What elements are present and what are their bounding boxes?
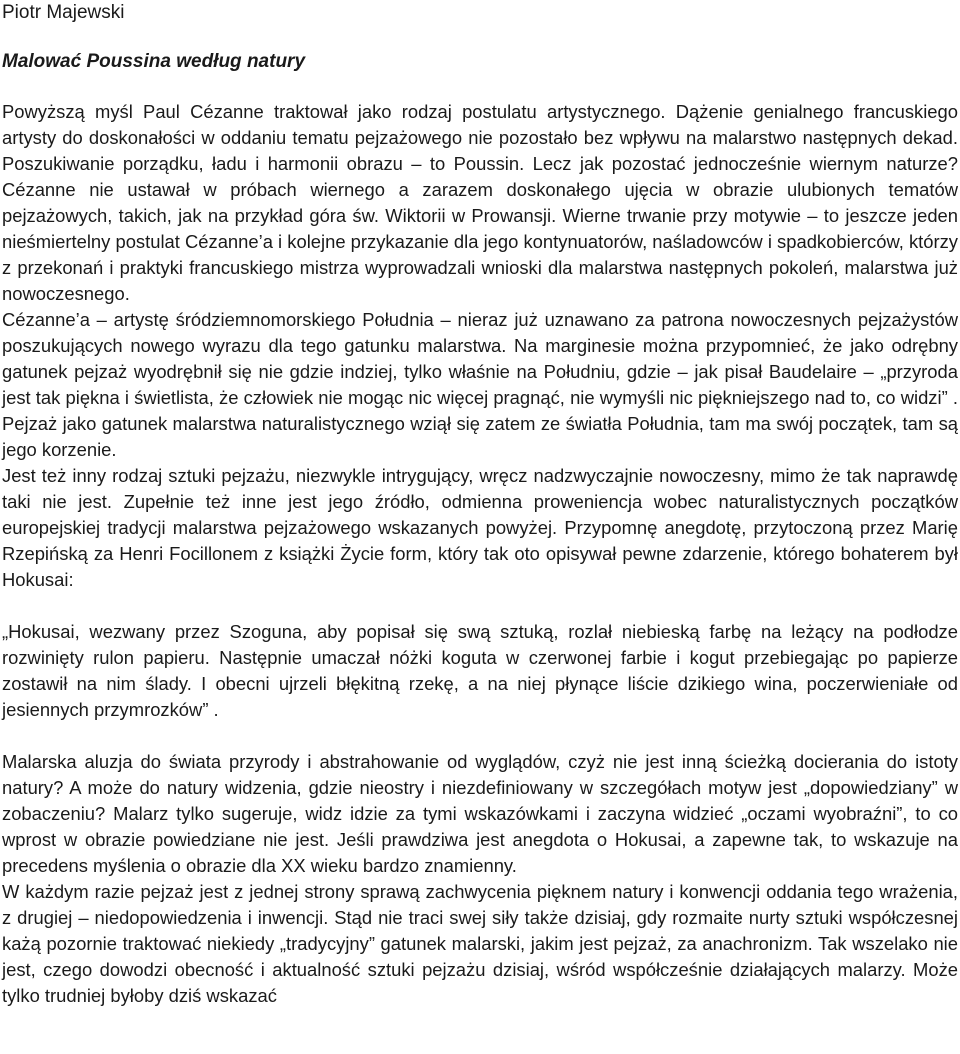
paragraph-6: W każdym razie pejzaż jest z jednej strony sprawą zachwycenia pięknem natury i konwencji oddania tego wrażenia, z drugiej – niedopowiedzenia i inwencji. Stąd nie traci swej siły także dzisiaj, gdy rozmaite nurty sztuki współczesnej każą pozornie traktować niekiedy „tradycyjny” gatunek malarski, jakim jest pejzaż, za anachronizm. Tak wszelako nie jest, czego dowodzi obecność i aktualność sztuki pejzażu dzisiaj, wśród współcześnie działających malarzy. Może tylko trudniej byłoby dziś wskazać xyxy=(2,881,958,1006)
article-title: Malować Poussina według natury xyxy=(2,51,306,72)
paragraph-1: Powyższą myśl Paul Cézanne traktował jako rodzaj postulatu artystycznego. Dążenie genialnego francuskiego artysty do doskonałości w oddaniu tematu pejzażowego nie pozostało bez wpływu na malarstwo następnych dekad. Poszukiwanie porządku, ładu i harmonii obrazu – to Poussin. Lecz jak pozostać jednocześnie wiernym naturze? Cézanne nie ustawał w próbach wiernego a zarazem doskonałego ujęcia w obrazie ulubionych tematów pejzażowych, takich, jak na przykład góra św. Wiktorii w Prowansji. Wierne trwanie przy motywie – to jeszcze jeden nieśmiertelny postulat Cézanne’a i kolejne przykazanie dla jego kontynuatorów, naśladowców i spadkobierców, którzy z przekonań i praktyki francuskiego mistrza wyprowadzali wnioski dla malarstwa następnych pokoleń, malarstwa już nowoczesnego. xyxy=(2,101,958,304)
article-body xyxy=(2,99,958,1009)
paragraph-3: Jest też inny rodzaj sztuki pejzażu, niezwykle intrygujący, wręcz nadzwyczajnie nowoczesny, mimo że tak naprawdę taki nie jest. Zupełnie też inne jest jego źródło, odmienna proweniencja wobec naturalistycznych początków europejskiej tradycji malarstwa pejzażowego wskazanych powyżej. Przypomnę anegdotę, przytoczoną przez Marię Rzepińską za Henri Focillonem z książki Życie form, który tak oto opisywał pewne zdarzenie, którego bohaterem był Hokusai: xyxy=(2,465,958,590)
paragraph-gap xyxy=(2,723,958,749)
quote-paragraph: „Hokusai, wezwany przez Szoguna, aby popisał się swą sztuką, rozlał niebieską farbę na leżący na podłodze rozwinięty rulon papieru. Następnie umaczał nóżki koguta w czerwonej farbie i kogut przebiegając po papierze zostawił na nim ślady. I obecni ujrzeli błękitną rzekę, a na niej płynące liście dzikiego wina, poczerwieniałe od jesiennych przymrozków” . xyxy=(2,621,958,720)
paragraph-2: Cézanne’a – artystę śródziemnomorskiego Południa – nieraz już uznawano za patrona nowoczesnych pejzażystów poszukujących nowego wyrazu dla tego gatunku malarstwa. Na marginesie można przypomnieć, że jako odrębny gatunek pejzaż wyodrębnił się nie gdzie indziej, tylko właśnie na Południu, gdzie – jak pisał Baudelaire – „przyroda jest tak piękna i świetlista, że człowiek nie mogąc nic więcej pragnąć, nie wymyśli nic piękniejszego nad to, co widzi” . Pejzaż jako gatunek malarstwa naturalistycznego wziął się zatem ze światła Południa, tam ma swój początek, tam są jego korzenie. xyxy=(2,309,958,460)
paragraph-5: Malarska aluzja do świata przyrody i abstrahowanie od wyglądów, czyż nie jest inną ścieżką docierania do istoty natury? A może do natury widzenia, gdzie nieostry i niezdefiniowany w szczegółach motyw jest „dopowiedziany” w zobaczeniu? Malarz tylko sugeruje, widz idzie za tymi wskazówkami i zaczyna widzieć „oczami wyobraźni”, to co wprost w obrazie powiedziane nie jest. Jeśli prawdziwa jest anegdota o Hokusai, a zapewne tak, to wskazuje na precedens myślenia o obrazie dla XX wieku bardzo znamienny. xyxy=(2,751,958,876)
paragraph-gap xyxy=(2,593,958,619)
author-name: Piotr Majewski xyxy=(2,2,125,23)
